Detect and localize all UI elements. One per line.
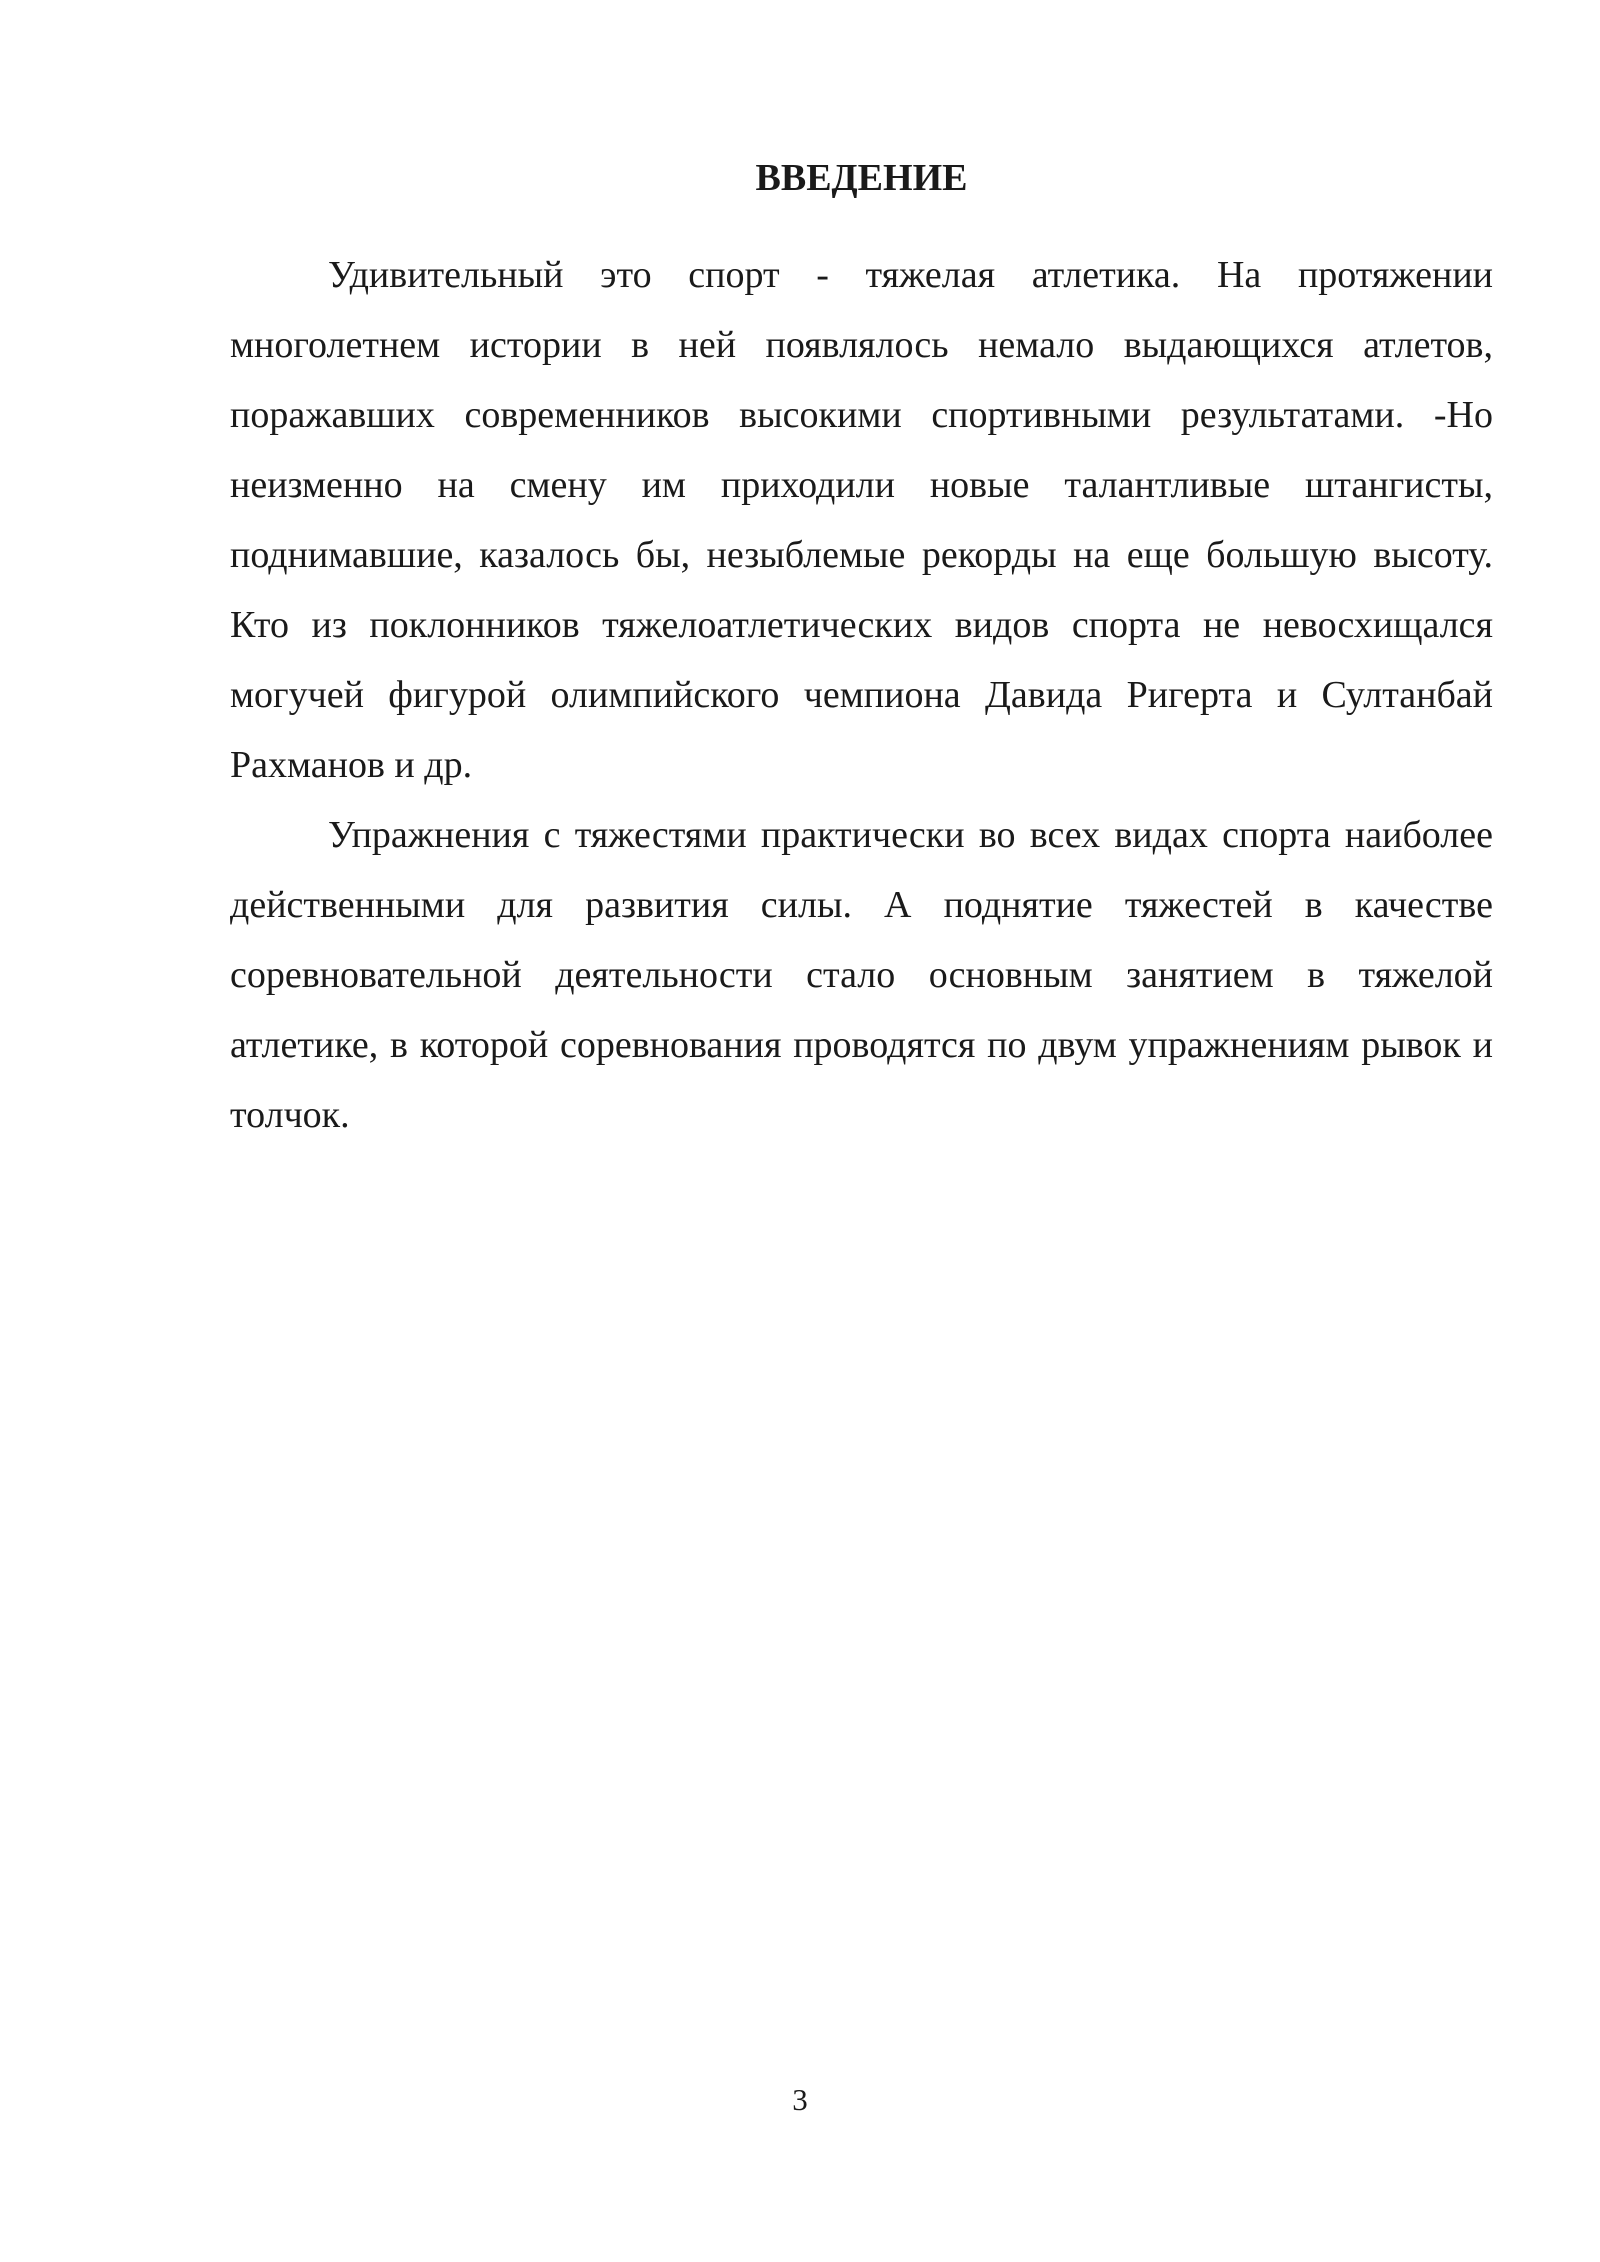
- section-heading: ВВЕДЕНИЕ: [755, 157, 968, 199]
- paragraph-2: Упражнения с тяжестями практически во всех видах спорта наиболее действенными для развития силы. А поднятие тяжестей в качестве соревновательной деятельности стало основным занятием в тяжелой атлетике, в которой соревнования проводятся по двум упражнениям рывок и толчок.: [230, 814, 1493, 1136]
- paragraph-1: Удивительный это спорт - тяжелая атлетика. На протяжении многолетнем истории в ней появлялось немало выдающихся атлетов, поражавших современников высокими спортивными результатами. -Но неизменно на смену им приходили новые талантливые штангисты, поднимавшие, казалось бы, незыблемые рекорды на еще большую высоту. Кто из поклонников тяжелоатлетических видов спорта не невосхищался могучей фигурой олимпийского чемпиона Давида Ригерта и Султанбай Рахманов и др.: [230, 254, 1493, 786]
- body-text: [230, 240, 1493, 1150]
- page-number: 3: [792, 2082, 808, 2117]
